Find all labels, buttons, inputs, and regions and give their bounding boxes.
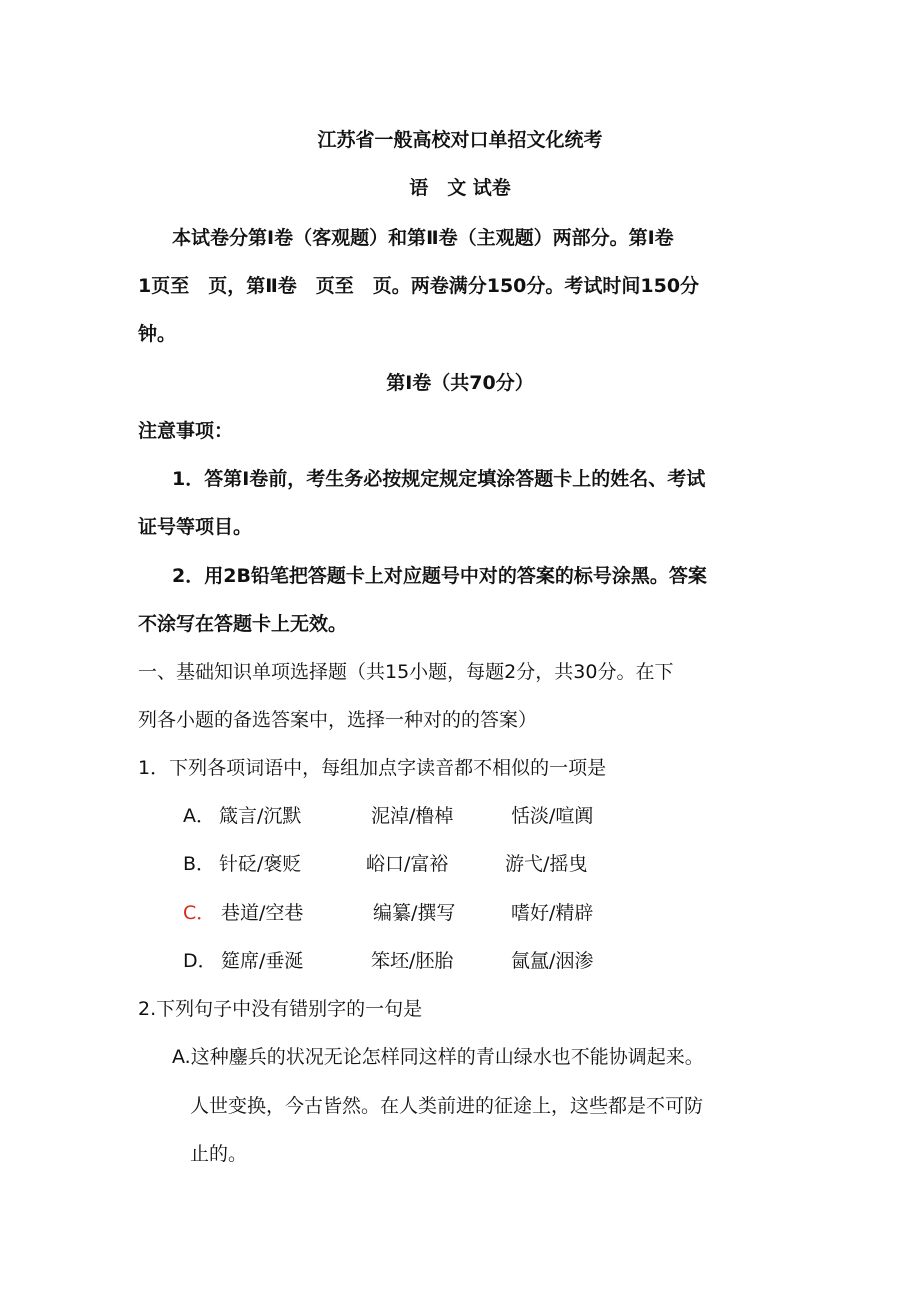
note-item-2-line-2: 不涂写在答题卡上无效。: [138, 613, 348, 635]
q1-option-b: [183, 852, 623, 876]
intro-line-3: 钟。: [138, 323, 177, 345]
note-item-1-line-1: 1．答第Ⅰ卷前，考生务必按规定规定填涂答题卡上的姓名、考试: [172, 468, 706, 490]
section-title: 第Ⅰ卷（共70分）: [386, 372, 534, 394]
q1-option-d: [183, 949, 623, 973]
option-word-1: 巷道/空巷: [221, 902, 304, 924]
q1-stem: 1．下列各项词语中，每组加点字读音都不相似的一项是: [138, 757, 607, 779]
notes-heading: 注意事项：: [138, 420, 234, 442]
q2-option-a-line-3: 止的。: [190, 1143, 248, 1165]
q1-option-a: [183, 804, 623, 828]
option-word-3: 游弋/摇曳: [505, 853, 588, 875]
intro-line-1: 本试卷分第Ⅰ卷（客观题）和第Ⅱ卷（主观题）两部分。第Ⅰ卷: [172, 227, 674, 249]
note-item-1-line-2: 证号等项目。: [138, 516, 253, 538]
option-word-1: 针砭/褒贬: [219, 853, 302, 875]
option-word-2: 编纂/撰写: [373, 902, 456, 924]
exam-title: 江苏省一般高校对口单招文化统考: [317, 129, 603, 151]
option-letter: D．: [183, 950, 217, 972]
q2-option-a-line-2: 人世变换，今古皆然。在人类前进的征途上，这些都是不可防: [190, 1095, 704, 1117]
option-word-1: 箴言/沉默: [219, 805, 302, 827]
intro-line-2: 1页至 页，第Ⅱ卷 页至 页。两卷满分150分。考试时间150分: [138, 275, 700, 297]
option-word-2: 泥淖/橹棹: [371, 805, 454, 827]
q2-stem: 2.下列句子中没有错别字的一句是: [138, 998, 423, 1020]
exam-subtitle: 语 文 试卷: [409, 177, 511, 199]
option-word-2: 笨坯/胚胎: [371, 950, 454, 972]
option-letter: A．: [183, 805, 215, 827]
note-item-2-line-1: 2．用2B铅笔把答题卡上对应题号中对的答案的标号涂黑。答案: [172, 565, 707, 587]
option-word-2: 峪口/富裕: [366, 853, 449, 875]
option-word-1: 筵席/垂涎: [221, 950, 304, 972]
option-word-3: 嗜好/精辟: [511, 902, 594, 924]
part1-heading-line-1: 一、基础知识单项选择题（共15小题，每题2分，共30分。在下: [138, 661, 674, 683]
option-word-3: 恬淡/喧阗: [511, 805, 594, 827]
q1-option-c: [183, 901, 623, 925]
option-word-3: 氤氲/洇渗: [511, 950, 594, 972]
option-letter: B．: [183, 853, 216, 875]
part1-heading-line-2: 列各小题的备选答案中，选择一种对的的答案）: [138, 709, 538, 731]
option-letter-highlighted: C．: [183, 902, 216, 924]
q2-option-a-line-1: A.这种鏖兵的状况无论怎样同这样的青山绿水也不能协调起来。: [172, 1046, 704, 1068]
